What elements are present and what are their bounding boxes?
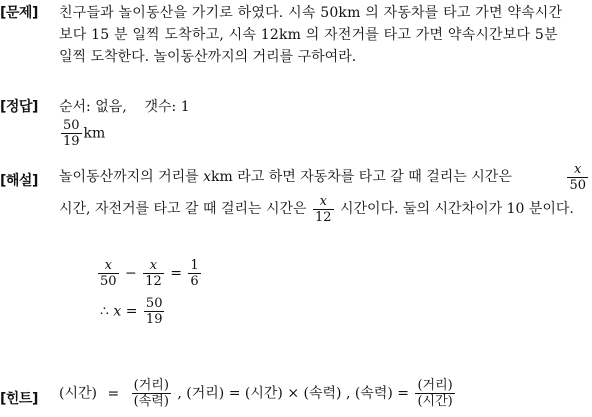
solution-label: [해설] [0,173,38,189]
solution-text-1b: km 라고 하면 자동차를 타고 갈 때 걸리는 시간은 [211,169,512,185]
answer-label: [정답] [0,99,38,115]
solution-var-x: x [203,169,212,185]
answer-fraction [61,118,82,149]
answer-numerator: 50 [63,118,80,133]
solution-text [59,162,590,226]
answer-line-1: 순서: 없음, 갯수: 1 [59,99,190,115]
solution-fraction-car: $\frac{x}{50}$ [569,162,586,193]
problem-line-2: 보다 15 분 일찍 도착하고, 시속 12km 의 자전거를 타고 가면 약속시간보다 5분 [59,27,558,43]
solution-fraction-bike: $\frac{x}{12}$ [315,193,332,225]
answer-unit: km [83,125,106,142]
equation-2: ∴ x = $\frac{50}{19}$ [100,296,163,327]
problem-line-1: 친구들과 놀이동산을 가기로 하였다. 시속 50km 의 자동차를 타고 가면 약속시간 [59,5,563,21]
answer-text [59,96,590,149]
solution-text-2b: 시간이다. 둘의 시간차이가 10 분이다. [340,201,574,217]
equation-1: $\frac{x}{50}$ − $\frac{x}{12}$ = $\frac{1}{6}$ [100,258,199,289]
solution-text-1a: 놀이동산까지의 거리를 [59,169,204,185]
solution-text-2a: 시간, 자전거를 타고 갈 때 걸리는 시간은 [59,201,307,217]
hint-label: [힌트] [0,391,38,407]
hint-formulas: (시간) = $\frac{\text{(거리)}}{\text{(속력)}}$ , (거리) = (시간) × (속력) , (속력) = $\frac{\text{(거리)}}{\text{(시간)}}$ [59,378,453,409]
answer-denominator: 19 [63,134,80,149]
problem-label: [문제] [0,5,38,21]
problem-line-3: 일찍 도착한다. 놀이동산까지의 거리를 구하여라. [59,49,357,65]
problem-text [59,2,590,68]
